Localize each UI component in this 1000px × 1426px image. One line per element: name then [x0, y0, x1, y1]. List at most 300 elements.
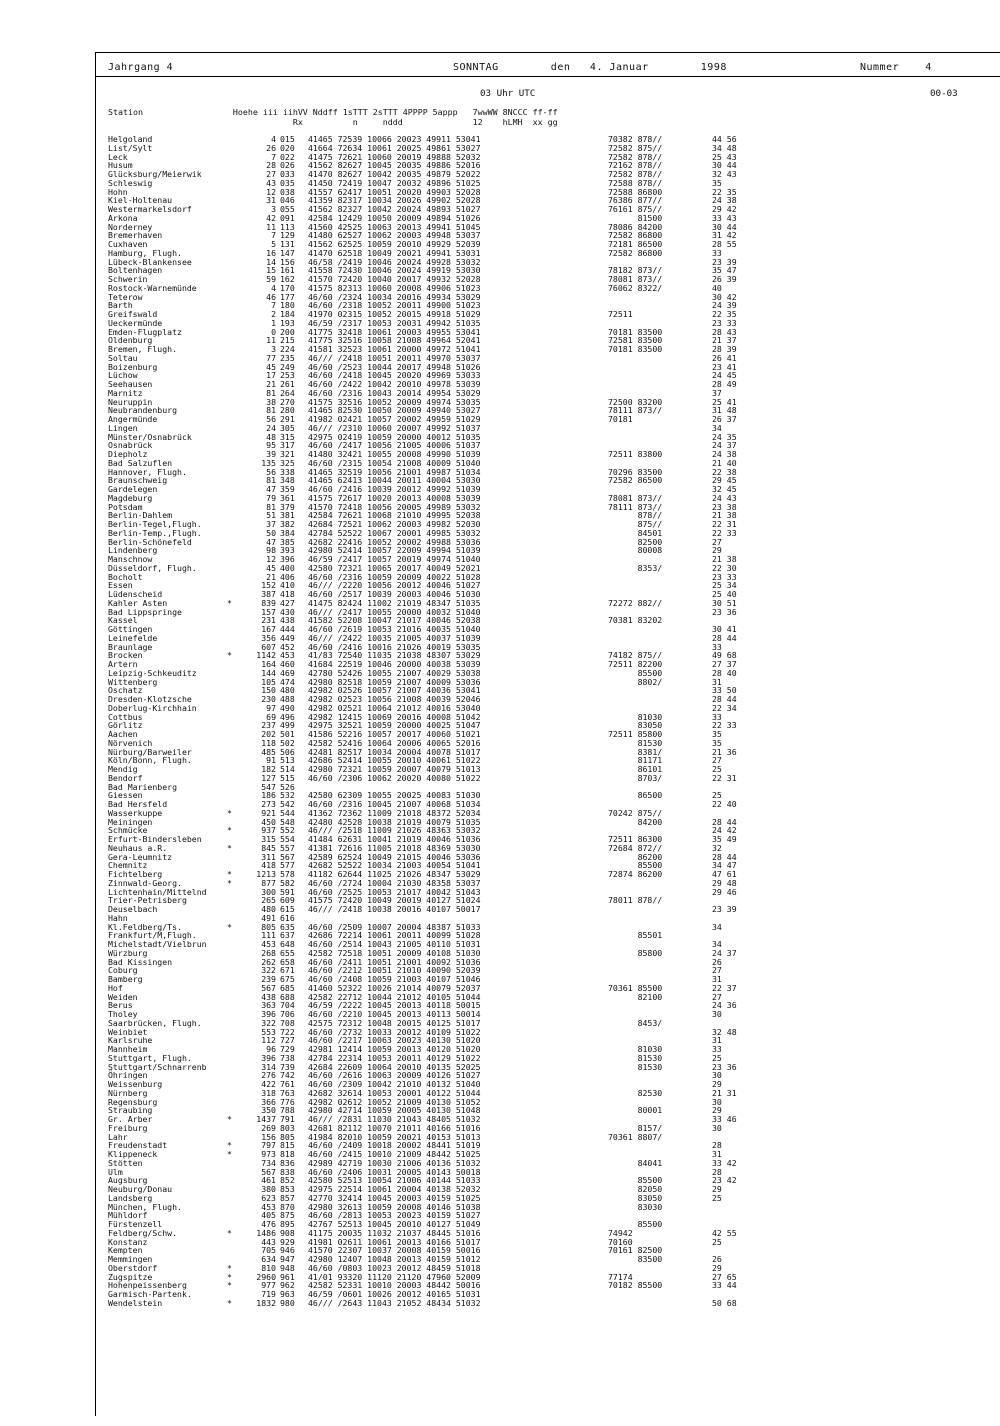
station-height: 937: [261, 825, 276, 836]
synop-groups: 46/60 /2418 10045 20020 49969 53033: [308, 370, 481, 381]
station-height: 4: [271, 134, 276, 144]
station-id: 688: [280, 991, 295, 1002]
station-id: 514: [280, 764, 295, 774]
synop-groups: 46/60 /2732 10033 20012 40109 51022: [308, 1026, 481, 1037]
synop-groups: 42580 72321 10065 20017 40049 52021: [308, 562, 481, 573]
station-height: 12: [266, 186, 276, 197]
gust-values: 28 39: [712, 344, 737, 354]
station-id: 671: [280, 965, 295, 976]
gust-values: 34 48: [712, 142, 737, 153]
station-height: 135: [261, 457, 276, 468]
gust-values: 23 33: [712, 571, 737, 582]
synop-groups: 41359 82317 10034 20026 49902 52028: [308, 195, 481, 206]
gust-values: 23 36: [712, 606, 737, 617]
station-name: Angermünde: [108, 414, 158, 424]
gust-values: 28: [712, 1166, 722, 1177]
weather-groups: 82500: [608, 536, 663, 547]
synop-groups: 42980 12407 10048 20013 40159 51012: [308, 1254, 481, 1264]
station-name: Weiden: [108, 991, 138, 1002]
gust-values: 33: [712, 247, 722, 258]
table-row: [108, 669, 988, 678]
weather-groups: 72272 882//: [608, 597, 663, 608]
gust-values: 29: [712, 1079, 722, 1089]
station-id: 706: [280, 1009, 295, 1019]
synop-groups: 42980 52414 10057 22009 49994 51039: [308, 545, 481, 556]
station-id: 261: [280, 379, 295, 389]
header-rule: [95, 76, 1000, 77]
station-name: Bad Kissingen: [108, 956, 173, 967]
gust-values: 25: [712, 790, 722, 801]
weather-groups: 72582 86800: [608, 247, 663, 258]
table-row: [108, 459, 988, 468]
station-id: 379: [280, 501, 295, 512]
station-height: 607: [261, 641, 276, 652]
table-row: [108, 371, 988, 380]
synop-groups: 42980 42714 10059 20005 40130 51048: [308, 1105, 481, 1116]
synop-groups: 41684 22519 10046 20000 40038 53039: [308, 659, 481, 669]
station-name: Trier-Petrisberg: [108, 895, 187, 906]
synop-groups: 41562 62525 10059 20010 49929 52039: [308, 239, 481, 249]
date-title: SONNTAG den 4. Januar 1998: [453, 62, 727, 73]
station-id: 235: [280, 352, 295, 363]
synop-groups: 46/60 /2724 10004 21030 48358 53037: [308, 877, 481, 888]
synop-groups: 46/60 /0803 10023 20012 48459 51018: [308, 1262, 481, 1273]
station-name: Soltau: [108, 352, 138, 363]
station-id: 170: [280, 282, 295, 293]
gust-values: 31: [712, 974, 722, 984]
station-height: 921: [261, 807, 276, 818]
gust-values: 26 41: [712, 352, 737, 363]
jahrgang-label: Jahrgang 4: [108, 62, 174, 73]
weather-groups: 84200: [608, 816, 663, 827]
table-row: [108, 888, 988, 897]
gust-values: 29: [712, 1262, 722, 1273]
station-height: 311: [261, 851, 276, 862]
station-id: 513: [280, 755, 295, 766]
table-row: [108, 1159, 988, 1168]
station-height: 567: [261, 982, 276, 993]
table-row: [108, 511, 988, 520]
station-id: 853: [280, 1184, 295, 1194]
synop-groups: 42580 62309 10055 20025 40083 51030: [308, 790, 481, 801]
station-name: Zugspitze: [108, 1271, 153, 1282]
gust-values: 34: [712, 939, 722, 949]
gust-values: 24 38: [712, 449, 737, 459]
synop-groups: 46/60 /2813 10053 20023 40159 51027: [308, 1210, 481, 1221]
table-row: [108, 748, 988, 757]
station-id: 532: [280, 790, 295, 801]
synop-groups: 42770 32414 10045 20003 40159 51025: [308, 1192, 481, 1203]
station-id: 091: [280, 212, 295, 223]
station-height: 69: [266, 711, 276, 722]
station-height: 322: [261, 1017, 276, 1028]
period-label: 00-03: [930, 88, 958, 99]
table-row: [108, 354, 988, 363]
station-id: 035: [280, 177, 295, 188]
gust-values: 27 65: [712, 1271, 737, 1282]
station-id: 180: [280, 300, 295, 311]
table-row: [108, 730, 988, 739]
table-row: [108, 818, 988, 827]
station-height: 5: [271, 239, 276, 249]
station-height: 3: [271, 204, 276, 214]
station-id: 193: [280, 317, 295, 328]
gust-values: 24 35: [712, 431, 737, 442]
mountain-marker: *: [227, 1149, 232, 1159]
station-id: 162: [280, 274, 295, 284]
gust-values: 32: [712, 842, 722, 853]
gust-values: 23 39: [712, 904, 737, 914]
station-id: 727: [280, 1035, 295, 1046]
gust-values: 29 45: [712, 475, 737, 486]
station-id: 875: [280, 1210, 295, 1221]
table-row: [108, 704, 988, 713]
station-height: 12: [266, 554, 276, 564]
table-row: [108, 905, 988, 914]
station-height: 112: [261, 1035, 276, 1046]
station-height: 59: [266, 274, 276, 284]
station-id: 908: [280, 1227, 295, 1238]
station-height: 322: [261, 965, 276, 976]
station-id: 444: [280, 624, 295, 634]
station-height: 461: [261, 1175, 276, 1186]
gust-values: 33: [712, 711, 722, 722]
gust-values: 25: [712, 1192, 722, 1203]
station-height: 164: [261, 659, 276, 669]
weather-groups: 8802/: [608, 676, 663, 687]
weather-groups: 85501: [608, 930, 663, 941]
table-row: [108, 975, 988, 984]
station-name: Lüchow: [108, 370, 138, 381]
station-name: Freudenstadt: [108, 1140, 168, 1151]
station-name: Kempten: [108, 1245, 143, 1256]
synop-groups: 42589 62524 10049 21015 40046 53036: [308, 851, 481, 862]
table-row: [108, 1273, 988, 1282]
weather-groups: 70181 83500: [608, 344, 663, 354]
synop-groups: 46/60 /2509 10007 20004 48387 51033: [308, 921, 481, 932]
mountain-marker: *: [227, 1280, 232, 1291]
synop-groups: 41480 62527 10062 20003 49948 53037: [308, 230, 481, 241]
station-height: 24: [266, 422, 276, 433]
gust-values: 44 56: [712, 134, 737, 144]
station-height: 845: [261, 842, 276, 853]
station-id: 253: [280, 370, 295, 381]
gust-values: 40: [712, 282, 722, 293]
synop-groups: 41664 72634 10061 20025 49861 53027: [308, 142, 481, 153]
weather-groups: 82050: [608, 1184, 663, 1194]
station-id: 321: [280, 449, 295, 459]
table-row: [108, 485, 988, 494]
station-name: Giessen: [108, 790, 143, 801]
station-id: 870: [280, 1201, 295, 1212]
station-id: 554: [280, 834, 295, 844]
gust-values: 22 31: [712, 772, 737, 783]
station-height: 45: [266, 562, 276, 573]
table-row: [108, 826, 988, 835]
station-name: Hof: [108, 982, 123, 993]
station-height: 144: [261, 667, 276, 678]
gust-values: 30: [712, 1096, 722, 1107]
table-row: [108, 958, 988, 967]
station-id: 460: [280, 659, 295, 669]
station-height: 81: [266, 387, 276, 398]
station-name: Lahr: [108, 1131, 128, 1142]
station-name: Gardelegen: [108, 484, 158, 494]
station-name: Hamburg, Flugh.: [108, 247, 182, 258]
station-id: 791: [280, 1114, 295, 1124]
weather-groups: 8157/: [608, 1122, 663, 1133]
station-name: Boizenburg: [108, 361, 158, 372]
synop-groups: 46/// /2518 11009 21026 48363 53032: [308, 825, 481, 836]
station-height: 56: [266, 466, 276, 477]
nummer-label: Nummer 4: [860, 62, 932, 73]
station-height: 268: [261, 947, 276, 958]
table-row: [108, 398, 988, 407]
station-height: 48: [266, 431, 276, 442]
synop-groups: 42580 52513 10054 21006 40144 51033: [308, 1175, 481, 1186]
station-id: 635: [280, 921, 295, 932]
table-row: [108, 1141, 988, 1150]
station-height: 97: [266, 702, 276, 713]
weather-groups: 81030: [608, 711, 663, 722]
weather-groups: 70181 83500: [608, 326, 663, 337]
station-id: 264: [280, 387, 295, 398]
station-id: 729: [280, 1044, 295, 1054]
gust-values: 33 50: [712, 685, 737, 696]
station-name: Fichtelberg: [108, 869, 163, 879]
mountain-marker: *: [227, 807, 232, 818]
weather-groups: 72511 83800: [608, 449, 663, 459]
weather-groups: 80008: [608, 545, 663, 556]
gust-values: 22 40: [712, 799, 737, 809]
synop-groups: 42681 82112 10070 21011 40166 51016: [308, 1122, 481, 1133]
weather-groups: 8353/: [608, 562, 663, 573]
station-height: 453: [261, 1201, 276, 1212]
station-height: 237: [261, 720, 276, 731]
weather-groups: 70382 878//: [608, 134, 663, 144]
gust-values: 33 46: [712, 1114, 737, 1124]
synop-groups: 46/60 /2422 10042 20010 49978 53039: [308, 379, 481, 389]
station-height: 1437: [256, 1114, 276, 1124]
station-id: 552: [280, 825, 295, 836]
synop-groups: 41460 52322 10026 21014 40079 52037: [308, 982, 481, 993]
station-height: 2: [271, 309, 276, 319]
synop-groups: 42980 82518 10059 21007 40009 53036: [308, 676, 481, 687]
table-row: [108, 529, 988, 538]
station-name: Oschatz: [108, 685, 143, 696]
synop-groups: 46/60 /2408 10059 21003 40107 51046: [308, 974, 481, 984]
table-row: [108, 940, 988, 949]
station-name: Glücksburg/Meierwik: [108, 169, 202, 179]
gust-values: 26: [712, 956, 722, 967]
column-headers: Station Hoehe iii iihVV Nddff 1sTTT 2sTTT 4PPPP 5appp 7wwWW 8NCCC ff-ff: [108, 107, 558, 117]
station-height: 491: [261, 912, 276, 923]
table-row: [108, 196, 988, 205]
station-height: 1142: [256, 650, 276, 661]
station-id: 515: [280, 772, 295, 783]
weather-groups: 84501: [608, 527, 663, 538]
table-row: [108, 870, 988, 879]
weather-groups: 70181: [608, 414, 633, 424]
gust-values: 28 44: [712, 694, 737, 704]
station-height: 810: [261, 1262, 276, 1273]
synop-groups: 41575 32516 10052 20009 49974 53035: [308, 396, 481, 407]
table-row: [108, 634, 988, 643]
weather-groups: 78081 873//: [608, 492, 663, 503]
table-row: [108, 336, 988, 345]
station-name: Braunschweig: [108, 475, 168, 486]
synop-groups: 42980 32613 10059 20008 40146 51038: [308, 1201, 481, 1212]
station-height: 1: [271, 317, 276, 328]
station-height: 42: [266, 212, 276, 223]
weather-groups: 81530: [608, 737, 663, 748]
weather-groups: 83500: [608, 1254, 663, 1264]
station-name: Oldenburg: [108, 335, 153, 346]
station-id: 385: [280, 536, 295, 547]
synop-groups: 42982 02526 10057 21007 40036 53041: [308, 685, 481, 696]
station-id: 685: [280, 982, 295, 993]
station-id: 315: [280, 431, 295, 442]
synop-groups: 41970 02315 10052 20015 49918 51029: [308, 309, 481, 319]
table-row: [108, 1028, 988, 1037]
table-row: [108, 1255, 988, 1264]
mountain-marker: *: [227, 1271, 232, 1282]
table-row: [108, 1124, 988, 1133]
station-name: Doberlug-Kirchhain: [108, 702, 197, 713]
station-height: 47: [266, 536, 276, 547]
weather-groups: 85500: [608, 1219, 663, 1229]
synop-groups: 42784 22314 10053 20011 40129 51022: [308, 1052, 481, 1063]
synop-groups: 42982 02523 10056 21008 40039 52046: [308, 694, 481, 704]
gust-values: 28 44: [712, 816, 737, 827]
station-height: 96: [266, 1044, 276, 1054]
table-row: [108, 608, 988, 617]
synop-groups: 46/60 /2210 10045 20013 40113 50014: [308, 1009, 481, 1019]
station-name: Berlin-Tegel,Flugh.: [108, 519, 202, 529]
station-height: 21: [266, 379, 276, 389]
station-id: 947: [280, 1254, 295, 1264]
weather-groups: 8453/: [608, 1017, 663, 1028]
station-name: Nörvenich: [108, 737, 153, 748]
synop-groups: 41465 82530 10050 20009 49940 53027: [308, 405, 481, 416]
station-name: Stuttgart/Schnarrenb: [108, 1061, 207, 1072]
station-name: Zinnwald-Georg.: [108, 877, 182, 888]
table-row: [108, 931, 988, 940]
synop-groups: 46/// /2418 10038 20016 40107 50017: [308, 904, 481, 914]
station-height: 363: [261, 1000, 276, 1011]
table-row: [108, 1264, 988, 1273]
synop-groups: 42981 12414 10059 20013 40120 51020: [308, 1044, 481, 1054]
station-name: Freiburg: [108, 1122, 148, 1133]
synop-groups: 42767 52513 10045 20010 40127 51049: [308, 1219, 481, 1229]
station-name: Lüdenscheid: [108, 589, 163, 599]
synop-groups: 42686 52414 10055 20010 40061 51022: [308, 755, 481, 766]
weather-groups: 72582 875//: [608, 142, 663, 153]
table-row: [108, 1194, 988, 1203]
synop-groups: 41570 72420 10040 20017 49932 52028: [308, 274, 481, 284]
station-height: 186: [261, 790, 276, 801]
station-height: 356: [261, 632, 276, 643]
station-id: 836: [280, 1157, 295, 1168]
station-name: Görlitz: [108, 720, 143, 731]
synop-groups: 46/// /2643 11043 21052 48434 51032: [308, 1297, 481, 1308]
station-name: Hahn: [108, 912, 128, 923]
station-table: [108, 135, 988, 1308]
mountain-marker: *: [227, 650, 232, 661]
weather-groups: 84041: [608, 1157, 663, 1168]
station-name: Schmücke: [108, 825, 148, 836]
station-id: 963: [280, 1289, 295, 1299]
gust-values: 25 34: [712, 580, 737, 591]
station-name: Magdeburg: [108, 492, 153, 503]
table-row: [108, 538, 988, 547]
table-row: [108, 1010, 988, 1019]
weather-groups: 875//: [608, 519, 663, 529]
station-name: Ulm: [108, 1166, 123, 1177]
table-row: [108, 170, 988, 179]
station-id: 452: [280, 641, 295, 652]
station-id: 577: [280, 860, 295, 871]
synop-groups: 41484 62631 10041 21019 40046 51036: [308, 834, 481, 844]
table-row: [108, 914, 988, 923]
station-id: 980: [280, 1297, 295, 1308]
weather-groups: 72181 86500: [608, 239, 663, 249]
station-height: 1213: [256, 869, 276, 879]
station-height: 623: [261, 1192, 276, 1203]
station-height: 50: [266, 527, 276, 538]
station-id: 384: [280, 527, 295, 538]
station-name: Emden-Flugplatz: [108, 326, 182, 337]
gust-values: 23 39: [712, 256, 737, 267]
station-name: Göttingen: [108, 624, 153, 634]
table-row: [108, 1071, 988, 1080]
synop-groups: 46/60 /2409 10018 20002 48441 51019: [308, 1140, 481, 1151]
station-height: 0: [271, 326, 276, 337]
synop-groups: 46/60 /2406 10031 20005 40143 50018: [308, 1166, 481, 1177]
synop-groups: 46/60 /2416 10016 21026 40019 53035: [308, 641, 481, 652]
station-id: 496: [280, 711, 295, 722]
gust-values: 29 46: [712, 886, 737, 897]
mountain-marker: *: [227, 1140, 232, 1151]
table-row: [108, 555, 988, 564]
station-id: 763: [280, 1087, 295, 1098]
station-name: Norderney: [108, 221, 153, 232]
station-name: Lindenberg: [108, 545, 158, 556]
station-id: 526: [280, 781, 295, 792]
mountain-marker: *: [227, 825, 232, 836]
station-height: 547: [261, 781, 276, 792]
table-row: [108, 1001, 988, 1010]
synop-groups: 46/// /2831 11030 21043 48405 51032: [308, 1114, 481, 1124]
weather-groups: 72588 86800: [608, 186, 663, 197]
table-row: [108, 1063, 988, 1072]
gust-values: 27: [712, 965, 722, 976]
station-name: Greifswald: [108, 309, 158, 319]
station-id: 026: [280, 160, 295, 171]
station-name: Coburg: [108, 965, 138, 976]
station-height: 127: [261, 772, 276, 783]
table-row: [108, 275, 988, 284]
weather-groups: 86200: [608, 851, 663, 862]
table-row: [108, 389, 988, 398]
station-height: 202: [261, 729, 276, 739]
table-row: [108, 223, 988, 232]
station-height: 265: [261, 895, 276, 906]
station-name: Kassel: [108, 615, 138, 626]
station-name: Wasserkuppe: [108, 807, 163, 818]
table-row: [108, 791, 988, 800]
mountain-marker: *: [227, 1114, 232, 1124]
